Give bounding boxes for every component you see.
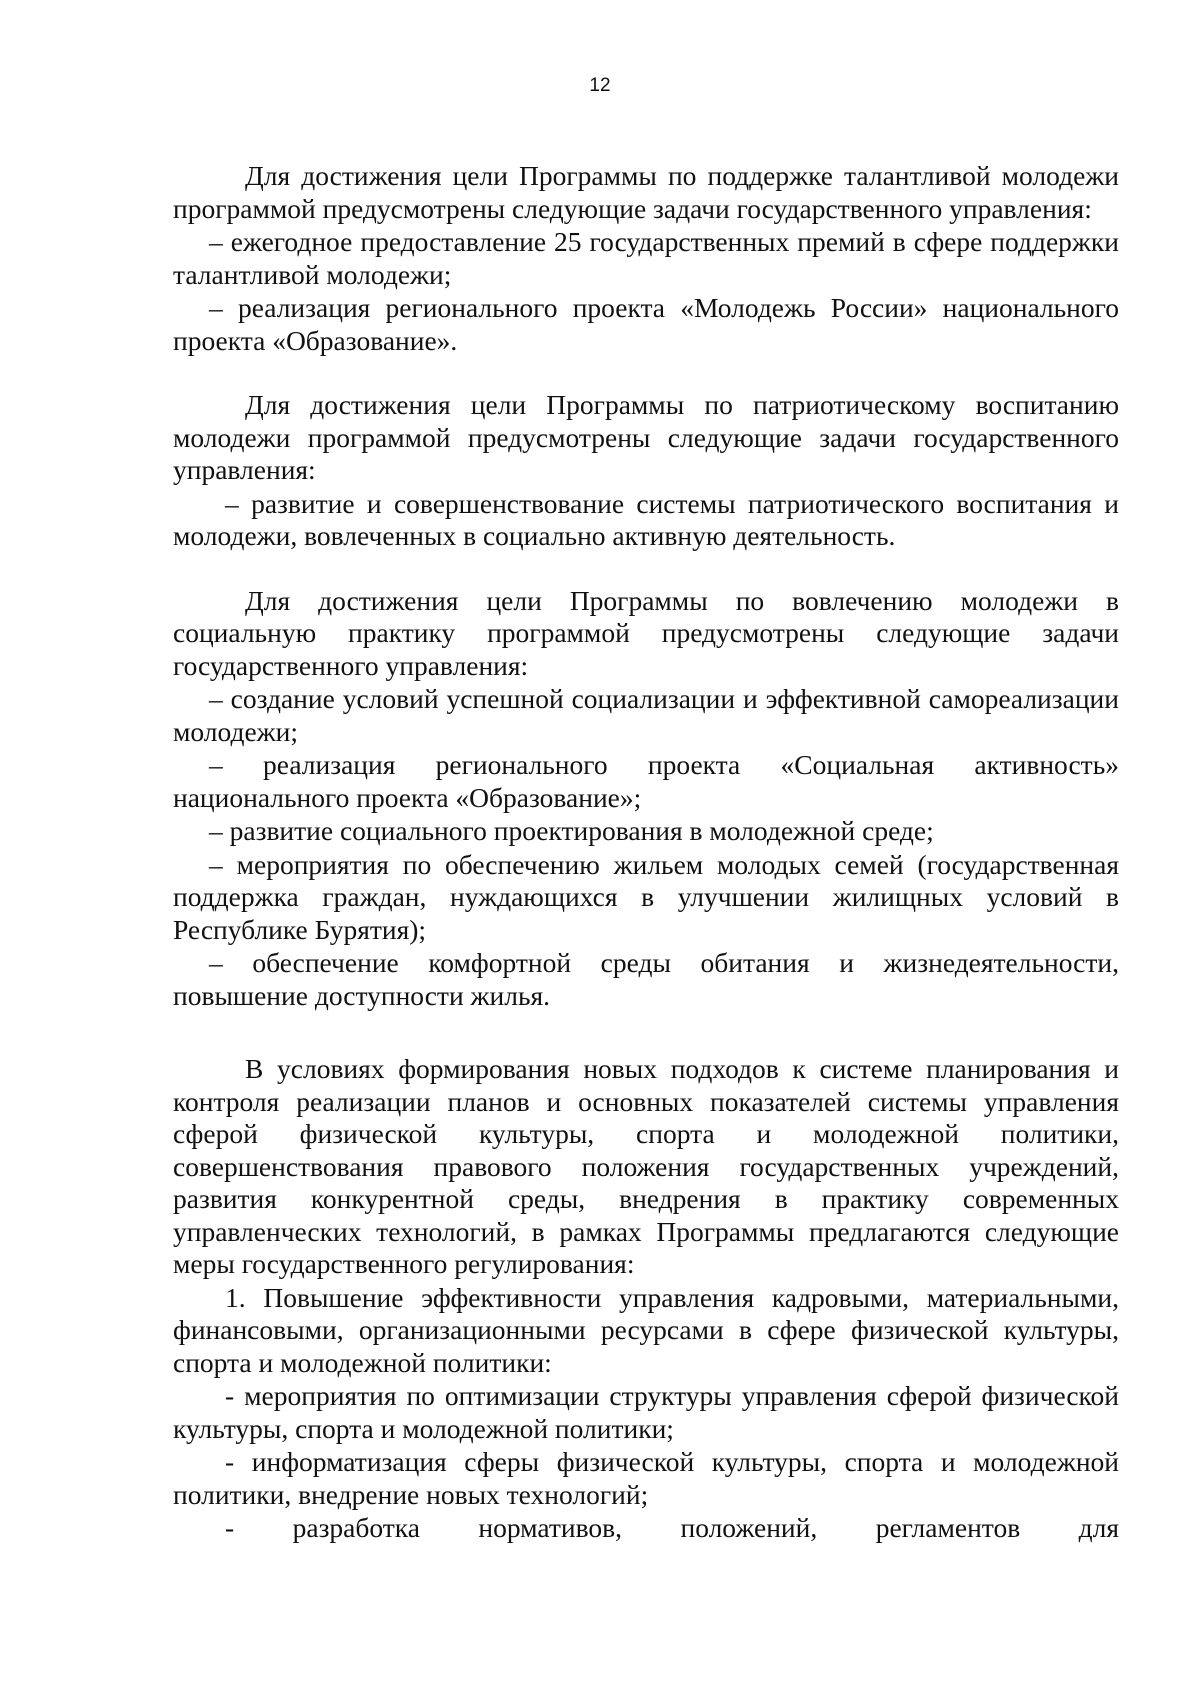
- list-item: - разработка нормативов, положений, регламентов для: [225, 1512, 1119, 1543]
- paragraph-regulation-measures: В условиях формирования новых подходов к системе планирования и контроля реализации планов и основных показателей системы управления сферой физической культуры, спорта и молодежной политики, совершенствования правового положения государственных учреждений, развития конкурентной среды, внедрения в практику современных управленческих технологий, в рамках Программы предлагаются следующие меры государственного регулирования:: [173, 1053, 1119, 1279]
- numbered-item: 1. Повышение эффективности управления кадровыми, материальными, финансовыми, организационными ресурсами в сфере физической культуры, спорта и молодежной политики:: [173, 1281, 1119, 1378]
- list-item: – развитие и совершенствование системы патриотического воспитания и молодежи, вовлеченных в социально активную деятельность.: [173, 487, 1119, 551]
- list-item: - информатизация сферы физической культуры, спорта и молодежной политики, внедрение новых технологий;: [173, 1446, 1119, 1510]
- list-item: - мероприятия по оптимизации структуры управления сферой физической культуры, спорта и молодежной политики;: [173, 1380, 1119, 1444]
- list-item: – развитие социального проектирования в молодежной среде;: [209, 815, 934, 846]
- list-item: – обеспечение комфортной среды обитания и жизнедеятельности, повышение доступности жилья.: [173, 947, 1119, 1011]
- list-item: – ежегодное предоставление 25 государственных премий в сфере поддержки талантливой молодежи;: [173, 226, 1119, 290]
- page-number: 12: [589, 75, 611, 96]
- list-item: – реализация регионального проекта «Молодежь России» национального проекта «Образование».: [173, 292, 1119, 356]
- list-item: – мероприятия по обеспечению жильем молодых семей (государственная поддержка граждан, нуждающихся в улучшении жилищных условий в Республике Бурятия);: [173, 848, 1119, 945]
- document-body: [173, 160, 1119, 1545]
- paragraph-social-practice-intro: Для достижения цели Программы по вовлечению молодежи в социальную практику программой предусмотрены следующие задачи государственного управления:: [173, 584, 1119, 681]
- list-item: – создание условий успешной социализации и эффективной самореализации молодежи;: [173, 683, 1119, 747]
- paragraph-patriotic-intro: Для достижения цели Программы по патриотическому воспитанию молодежи программой предусмотрены следующие задачи государственного управления:: [173, 389, 1119, 485]
- list-item: – реализация регионального проекта «Социальная активность» национального проекта «Образование»;: [173, 749, 1119, 813]
- paragraph-talented-youth-intro: Для достижения цели Программы по поддержке талантливой молодежи программой предусмотрены следующие задачи государственного управления:: [173, 160, 1119, 224]
